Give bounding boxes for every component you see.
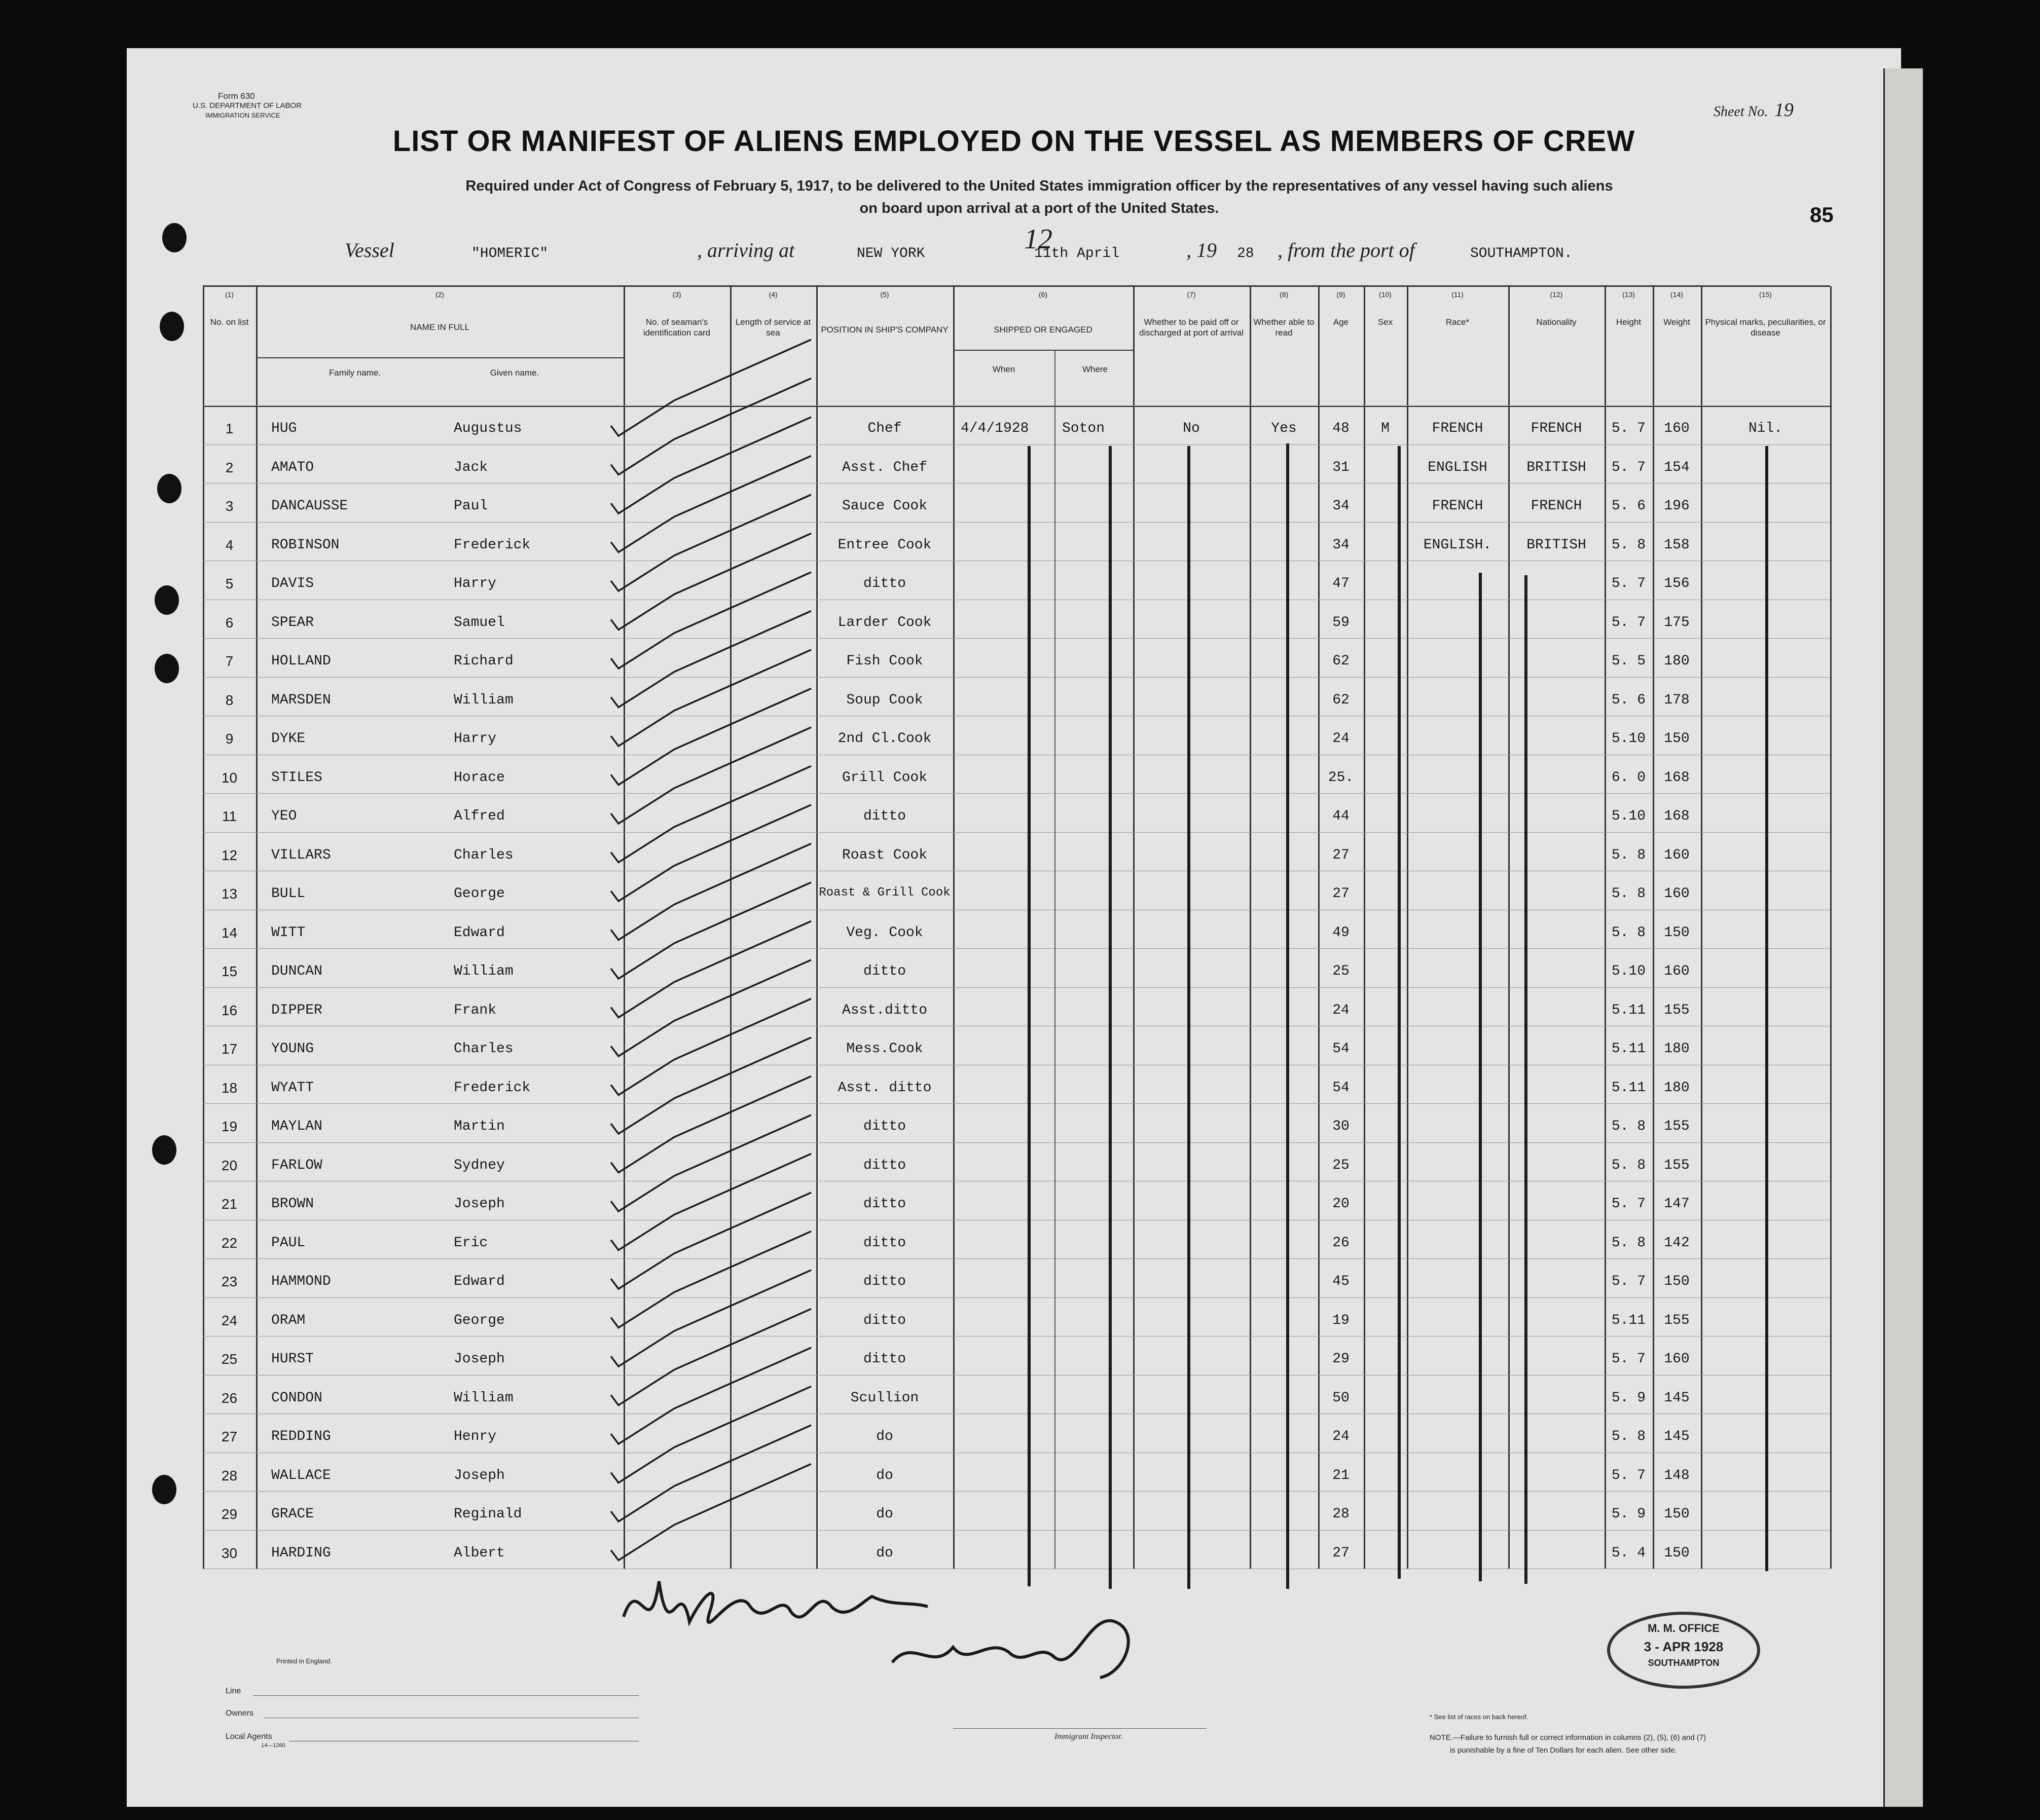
column-number: (14)	[1670, 290, 1683, 299]
cell-age: 31	[1332, 459, 1350, 475]
note-line-2: is punishable by a fine of Ten Dollars for each alien. See other side.	[1450, 1746, 1677, 1755]
cell-no: 30	[221, 1545, 238, 1561]
owners-label: Owners	[226, 1709, 254, 1718]
cell-no: 1	[225, 421, 234, 436]
cell-weight: 160	[1664, 421, 1690, 436]
cell-family: HAMMOND	[271, 1274, 331, 1289]
cell-no: 6	[225, 614, 234, 630]
cell-no: 22	[221, 1235, 238, 1251]
cell-weight: 196	[1664, 498, 1690, 514]
arrival-year: 28	[1237, 246, 1254, 262]
column-header: Height	[1616, 317, 1642, 327]
cell-height: 5. 8	[1611, 537, 1646, 553]
column-number: (8)	[1279, 290, 1289, 299]
cell-position: Roast Cook	[842, 847, 928, 863]
cell-weight: 155	[1664, 1312, 1690, 1328]
cell-weight: 160	[1664, 847, 1690, 863]
cell-no: 16	[221, 1002, 238, 1018]
cell-nationality: FRENCH	[1531, 421, 1582, 436]
cell-given: William	[454, 963, 514, 979]
race-note: * See list of races on back hereof.	[1430, 1713, 1528, 1721]
cell-family: YEO	[271, 808, 297, 824]
cell-position: Sauce Cook	[842, 498, 928, 514]
cell-height: 5.10	[1611, 808, 1646, 824]
cell-weight: 150	[1664, 1274, 1690, 1289]
cell-height: 5.10	[1611, 731, 1646, 747]
cell-height: 5. 7	[1611, 421, 1646, 436]
cell-age: 26	[1332, 1235, 1350, 1251]
vessel-name: "HOMERIC"	[471, 246, 549, 262]
column-number: (9)	[1336, 290, 1345, 299]
cell-weight: 155	[1664, 1119, 1690, 1134]
column-header: Weight	[1663, 317, 1690, 327]
cell-race: ENGLISH	[1428, 459, 1487, 475]
cell-family: CONDON	[271, 1390, 322, 1406]
local-agents-label: Local Agents	[226, 1732, 272, 1741]
cell-family: VILLARS	[271, 847, 331, 863]
cell-age: 19	[1332, 1312, 1350, 1328]
cell-weight: 150	[1664, 731, 1690, 747]
cell-age: 27	[1332, 886, 1350, 902]
cell-weight: 158	[1664, 537, 1690, 553]
cell-position: Veg. Cook	[846, 924, 923, 941]
subtitle-line-2: on board upon arrival at a port of the United States.	[859, 200, 1219, 216]
cell-no: 10	[221, 769, 238, 786]
cell-age: 34	[1332, 537, 1350, 553]
column-number: (15)	[1759, 290, 1772, 299]
cell-given: Samuel	[454, 614, 505, 630]
cell-no: 12	[221, 847, 238, 863]
cell-family: AMATO	[271, 459, 314, 475]
column-number: (12)	[1550, 290, 1563, 299]
column-header: Race*	[1445, 317, 1470, 327]
cell-given: Martin	[454, 1119, 505, 1134]
cell-height: 5. 7	[1611, 1274, 1646, 1289]
column-header: POSITION IN SHIP'S COMPANY	[821, 325, 949, 335]
year-label: , 19	[1186, 239, 1217, 262]
cell-family: DUNCAN	[271, 963, 322, 979]
cell-given: Henry	[454, 1429, 497, 1444]
cell-given: Frederick	[454, 537, 531, 553]
column-number: (3)	[672, 290, 681, 299]
column-number: (2)	[435, 290, 445, 299]
cell-height: 6. 0	[1611, 769, 1646, 786]
cell-read: Yes	[1271, 421, 1297, 436]
column-number: (13)	[1622, 290, 1635, 299]
cell-given: Joseph	[454, 1467, 505, 1483]
cell-height: 5. 9	[1611, 1390, 1646, 1406]
cell-height: 5. 7	[1611, 576, 1646, 591]
cell-height: 5. 7	[1611, 459, 1646, 475]
cell-given: Jack	[454, 459, 488, 475]
cell-given: Harry	[454, 731, 497, 747]
when-subheader: When	[992, 364, 1015, 374]
column-header: Age	[1333, 317, 1349, 327]
cell-no: 9	[225, 731, 234, 747]
cell-race: ENGLISH.	[1423, 537, 1492, 553]
cell-given: Richard	[454, 653, 514, 669]
cell-given: Frank	[454, 1002, 497, 1018]
cell-age: 44	[1332, 808, 1350, 824]
cell-given: Edward	[454, 1274, 505, 1289]
cell-age: 48	[1332, 421, 1350, 436]
cell-no: 7	[225, 653, 234, 669]
cell-race: FRENCH	[1432, 498, 1483, 514]
cell-no: 28	[221, 1467, 238, 1483]
cell-position: Asst.ditto	[842, 1002, 928, 1018]
given-name-subheader: Given name.	[490, 368, 539, 378]
cell-no: 2	[225, 459, 234, 475]
cell-position: ditto	[863, 1312, 906, 1328]
stamp-office: M. M. OFFICE	[1648, 1622, 1720, 1635]
cell-given: Joseph	[454, 1196, 505, 1212]
cell-given: William	[454, 692, 514, 708]
cell-given: Paul	[454, 498, 488, 514]
cell-weight: 160	[1664, 1351, 1690, 1367]
cell-no: 19	[221, 1119, 238, 1134]
column-header: Sex	[1377, 317, 1393, 327]
cell-weight: 150	[1664, 924, 1690, 941]
cell-age: 62	[1332, 653, 1350, 669]
cell-given: Edward	[454, 924, 505, 941]
cell-position: Scullion	[850, 1390, 919, 1406]
cell-weight: 180	[1664, 1041, 1690, 1057]
cell-height: 5. 5	[1611, 653, 1646, 669]
cell-position: Grill Cook	[842, 769, 928, 786]
cell-age: 27	[1332, 847, 1350, 863]
cell-no: 3	[225, 498, 234, 514]
cell-position: do	[876, 1545, 893, 1561]
cell-weight: 180	[1664, 1080, 1690, 1096]
cell-given: Joseph	[454, 1351, 505, 1367]
cell-height: 5. 8	[1611, 886, 1646, 902]
cell-where: Soton	[1062, 421, 1105, 436]
cell-position: do	[876, 1467, 893, 1483]
column-header: NAME IN FULL	[410, 322, 470, 332]
cell-given: Harry	[454, 576, 497, 591]
cell-family: GRACE	[271, 1506, 314, 1522]
cell-nationality: BRITISH	[1526, 537, 1586, 553]
form-number: Form 630	[218, 91, 255, 101]
cell-height: 5.11	[1611, 1312, 1646, 1328]
cell-age: 59	[1332, 614, 1350, 630]
cell-weight: 145	[1664, 1429, 1690, 1444]
cell-marks: Nil.	[1748, 421, 1783, 436]
cell-position: ditto	[863, 1274, 906, 1289]
cell-position: Larder Cook	[837, 614, 932, 630]
cell-height: 5.11	[1611, 1080, 1646, 1096]
cell-family: BROWN	[271, 1196, 314, 1212]
cell-family: MARSDEN	[271, 692, 331, 708]
cell-height: 5. 7	[1611, 1351, 1646, 1367]
cell-age: 54	[1332, 1080, 1350, 1096]
cell-age: 20	[1332, 1196, 1350, 1212]
cell-age: 49	[1332, 924, 1350, 941]
arrival-date: 11th April	[1034, 246, 1120, 262]
cell-family: PAUL	[271, 1235, 306, 1251]
vessel-label: Vessel	[345, 239, 394, 262]
cell-no: 24	[221, 1312, 238, 1328]
page-number: 85	[1810, 203, 1834, 227]
cell-family: HUG	[271, 421, 297, 436]
cell-height: 5. 8	[1611, 1157, 1646, 1173]
cell-height: 5. 7	[1611, 614, 1646, 630]
note-line-1: NOTE.—Failure to furnish full or correct information in columns (2), (5), (6) and (7)	[1430, 1733, 1706, 1742]
cell-weight: 154	[1664, 459, 1690, 475]
departure-port: SOUTHAMPTON.	[1470, 246, 1573, 262]
cell-given: Charles	[454, 1041, 514, 1057]
cell-weight: 145	[1664, 1390, 1690, 1406]
cell-family: FARLOW	[271, 1157, 322, 1173]
cell-family: WYATT	[271, 1080, 314, 1096]
from-label: , from the port of	[1278, 239, 1415, 262]
cell-given: Sydney	[454, 1157, 505, 1173]
service: IMMIGRATION SERVICE	[205, 112, 280, 119]
cell-weight: 148	[1664, 1467, 1690, 1483]
cell-position: ditto	[863, 1119, 906, 1134]
cell-weight: 147	[1664, 1196, 1690, 1212]
cell-age: 45	[1332, 1274, 1350, 1289]
cell-given: Horace	[454, 769, 505, 786]
form-code: 14—1260	[261, 1742, 285, 1749]
cell-height: 5. 7	[1611, 1467, 1646, 1483]
cell-no: 26	[221, 1390, 238, 1406]
arrival-date-handwritten: 12	[1024, 224, 1052, 255]
cell-race: FRENCH	[1432, 421, 1483, 436]
cell-position: ditto	[863, 1351, 906, 1367]
cell-no: 17	[221, 1041, 238, 1057]
cell-family: STILES	[271, 769, 322, 786]
column-header: No. on list	[210, 317, 249, 327]
cell-no: 27	[221, 1429, 238, 1444]
cell-no: 4	[225, 537, 234, 553]
column-number: (5)	[880, 290, 889, 299]
cell-family: HARDING	[271, 1545, 331, 1561]
cell-height: 5. 7	[1611, 1196, 1646, 1212]
cell-weight: 175	[1664, 614, 1690, 630]
cell-weight: 178	[1664, 692, 1690, 708]
column-header: No. of seaman's identification card	[643, 317, 711, 338]
cell-no: 5	[225, 576, 234, 591]
cell-family: DIPPER	[271, 1002, 322, 1018]
sheet-number: 19	[1774, 99, 1794, 121]
cell-no: 15	[221, 963, 238, 979]
cell-position: Mess.Cook	[846, 1041, 923, 1057]
cell-age: 34	[1332, 498, 1350, 514]
cell-age: 50	[1332, 1390, 1350, 1406]
cell-given: Augustus	[454, 421, 522, 436]
cell-position: Entree Cook	[837, 537, 932, 553]
cell-position: 2nd Cl.Cook	[837, 731, 932, 747]
cell-position: Asst. ditto	[837, 1080, 932, 1096]
cell-position: Fish Cook	[846, 653, 923, 669]
cell-weight: 150	[1664, 1545, 1690, 1561]
cell-weight: 150	[1664, 1506, 1690, 1522]
column-number: (1)	[225, 290, 234, 299]
cell-height: 5. 8	[1611, 847, 1646, 863]
cell-family: HURST	[271, 1351, 314, 1367]
cell-weight: 156	[1664, 576, 1690, 591]
cell-no: 25	[221, 1351, 238, 1367]
cell-height: 5. 9	[1611, 1506, 1646, 1522]
cell-weight: 155	[1664, 1002, 1690, 1018]
cell-no: 11	[222, 808, 237, 824]
column-header: Length of service at sea	[735, 317, 811, 338]
cell-age: 25.	[1328, 769, 1354, 786]
inspector-label: Immigrant Inspector.	[1054, 1732, 1123, 1741]
cell-when: 4/4/1928	[961, 421, 1029, 436]
cell-height: 5.11	[1611, 1041, 1646, 1057]
cell-given: Albert	[454, 1545, 505, 1561]
cell-height: 5. 8	[1611, 1235, 1646, 1251]
cell-no: 8	[225, 692, 234, 708]
arrival-port: NEW YORK	[857, 246, 925, 262]
column-number: (11)	[1451, 290, 1464, 299]
column-header: SHIPPED OR ENGAGED	[994, 325, 1092, 335]
column-header: Whether to be paid off or discharged at port of arrival	[1139, 317, 1244, 338]
cell-position: Soup Cook	[846, 692, 923, 708]
cell-position: do	[876, 1506, 893, 1522]
cell-no: 20	[221, 1157, 238, 1173]
arriving-label: , arriving at	[697, 239, 795, 262]
cell-given: George	[454, 886, 505, 902]
cell-weight: 168	[1664, 808, 1690, 824]
cell-no: 14	[221, 924, 238, 941]
column-header: Whether able to read	[1253, 317, 1315, 338]
cell-position: ditto	[863, 1196, 906, 1212]
cell-position: ditto	[863, 576, 906, 591]
cell-given: Eric	[454, 1235, 488, 1251]
cell-age: 29	[1332, 1351, 1350, 1367]
cell-nationality: BRITISH	[1526, 459, 1586, 475]
cell-family: ROBINSON	[271, 537, 340, 553]
cell-no: 18	[221, 1080, 238, 1096]
subtitle-line-1: Required under Act of Congress of February 5, 1917, to be delivered to the United States immigration officer by the representatives of any vessel having such aliens	[465, 178, 1613, 194]
cell-age: 25	[1332, 963, 1350, 979]
cell-age: 28	[1332, 1506, 1350, 1522]
cell-height: 5. 6	[1611, 498, 1646, 514]
cell-sex: M	[1381, 421, 1390, 436]
printed-in: Printed in England.	[276, 1657, 332, 1665]
cell-position: ditto	[863, 1235, 906, 1251]
cell-family: HOLLAND	[271, 653, 331, 669]
cell-position: Chef	[867, 421, 902, 436]
cell-height: 5. 8	[1611, 1429, 1646, 1444]
column-number: (10)	[1379, 290, 1392, 299]
cell-no: 13	[221, 886, 238, 902]
cell-family: WALLACE	[271, 1467, 331, 1483]
cell-height: 5. 8	[1611, 1119, 1646, 1134]
cell-height: 5. 8	[1611, 924, 1646, 941]
sheet-label: Sheet No.	[1714, 104, 1768, 120]
cell-height: 5. 4	[1611, 1545, 1646, 1561]
department: U.S. DEPARTMENT OF LABOR	[193, 101, 302, 110]
cell-position: Asst. Chef	[842, 459, 928, 475]
cell-position: do	[876, 1429, 893, 1444]
cell-height: 5.10	[1611, 963, 1646, 979]
stamp-date: 3 - APR 1928	[1644, 1639, 1724, 1654]
cell-weight: 160	[1664, 886, 1690, 902]
cell-no: 29	[221, 1506, 238, 1522]
column-header: Nationality	[1536, 317, 1577, 327]
cell-weight: 168	[1664, 769, 1690, 786]
column-header: Physical marks, peculiarities, or disease	[1705, 317, 1826, 338]
cell-age: 24	[1332, 731, 1350, 747]
cell-no: 21	[221, 1196, 238, 1212]
where-subheader: Where	[1082, 364, 1108, 374]
cell-nationality: FRENCH	[1531, 498, 1582, 514]
cell-age: 30	[1332, 1119, 1350, 1134]
cell-family: WITT	[271, 924, 306, 941]
cell-given: Frederick	[454, 1080, 531, 1096]
cell-family: BULL	[271, 886, 306, 902]
cell-weight: 180	[1664, 653, 1690, 669]
cell-family: SPEAR	[271, 614, 314, 630]
cell-family: DAVIS	[271, 576, 314, 591]
cell-family: DANCAUSSE	[271, 498, 348, 514]
cell-age: 24	[1332, 1002, 1350, 1018]
cell-age: 47	[1332, 576, 1350, 591]
cell-family: DYKE	[271, 731, 306, 747]
cell-given: Reginald	[454, 1506, 522, 1522]
cell-position: ditto	[863, 1157, 906, 1173]
cell-position: ditto	[863, 808, 906, 824]
cell-age: 62	[1332, 692, 1350, 708]
cell-paid: No	[1183, 421, 1200, 436]
line-label: Line	[226, 1687, 241, 1695]
cell-age: 24	[1332, 1429, 1350, 1444]
cell-weight: 142	[1664, 1235, 1690, 1251]
cell-given: Charles	[454, 847, 514, 863]
cell-age: 25	[1332, 1157, 1350, 1173]
family-name-subheader: Family name.	[329, 368, 381, 378]
cell-given: George	[454, 1312, 505, 1328]
column-number: (7)	[1187, 290, 1196, 299]
cell-family: YOUNG	[271, 1041, 314, 1057]
form-title: LIST OR MANIFEST OF ALIENS EMPLOYED ON THE VESSEL AS MEMBERS OF CREW	[392, 125, 1635, 158]
column-number: (6)	[1038, 290, 1048, 299]
cell-height: 5. 6	[1611, 692, 1646, 708]
cell-age: 27	[1332, 1545, 1350, 1561]
cell-weight: 160	[1664, 963, 1690, 979]
cell-position: ditto	[863, 963, 906, 979]
cell-no: 23	[221, 1274, 238, 1289]
cell-given: William	[454, 1390, 514, 1406]
column-number: (4)	[769, 290, 778, 299]
stamp-place: SOUTHAMPTON	[1648, 1658, 1720, 1668]
cell-family: MAYLAN	[271, 1119, 322, 1134]
cell-age: 54	[1332, 1041, 1350, 1057]
cell-family: ORAM	[271, 1312, 306, 1328]
cell-weight: 155	[1664, 1157, 1690, 1173]
cell-height: 5.11	[1611, 1002, 1646, 1018]
cell-given: Alfred	[454, 808, 505, 824]
cell-age: 21	[1332, 1467, 1350, 1483]
cell-position: Roast & Grill Cook	[819, 886, 951, 900]
cell-family: REDDING	[271, 1429, 331, 1444]
